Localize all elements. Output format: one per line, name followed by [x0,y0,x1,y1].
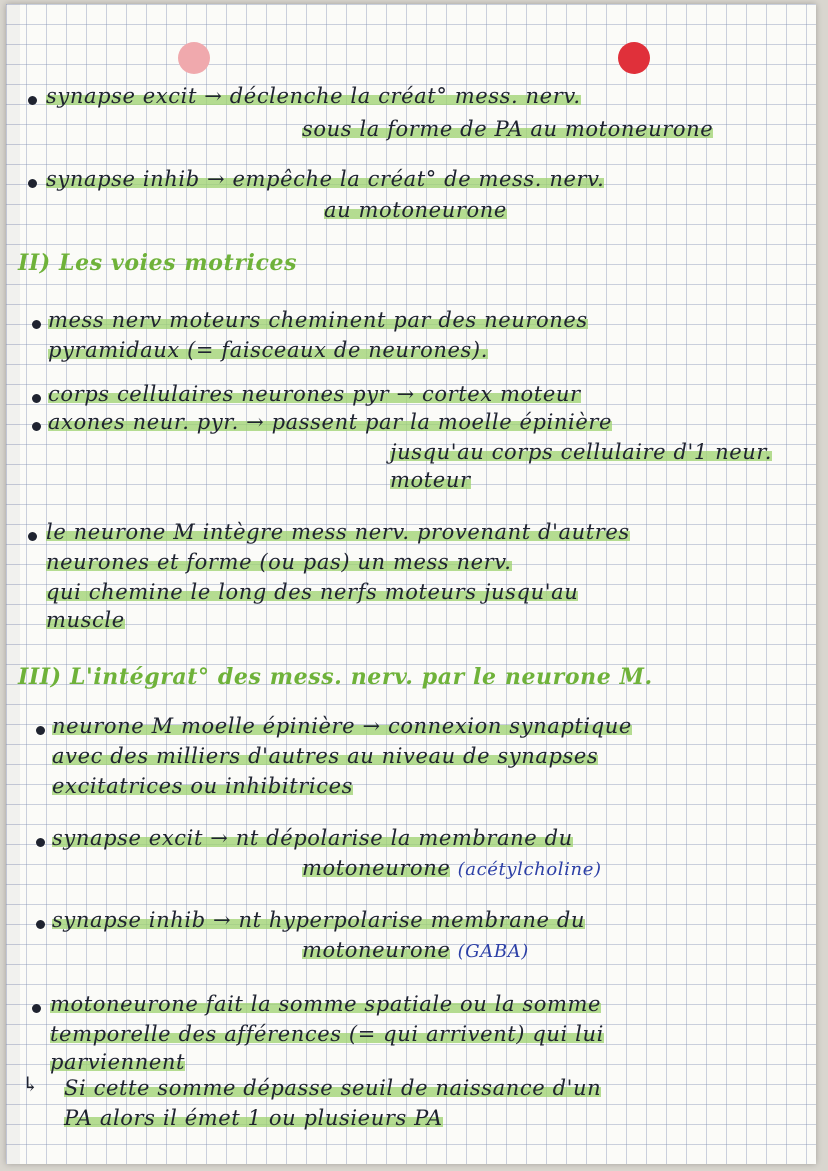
note-line: axones neur. pyr. → passent par la moelle épinière [48,410,613,434]
note-line: excitatrices ou inhibitrices [52,774,353,798]
binder-hole-red [618,42,650,74]
bullet-icon [36,726,45,735]
note-line: synapse inhib → empêche la créat° de mess. nerv. [46,167,605,191]
notebook-page [6,4,816,1164]
note-line: synapse excit → déclenche la créat° mess. nerv. [46,84,581,108]
note-line: parviennent [50,1050,186,1074]
bullet-icon [36,838,45,847]
note-line: Si cette somme dépasse seuil de naissance d'un [64,1076,602,1100]
note-line: au motoneurone [324,198,507,222]
note-line: PA alors il émet 1 ou plusieurs PA [64,1106,443,1130]
note-line: corps cellulaires neurones pyr → cortex moteur [48,382,581,406]
note-line: synapse inhib → nt hyperpolarise membrane du [52,908,586,932]
note-line: jusqu'au corps cellulaire d'1 neur. [390,440,772,464]
page-margin [6,4,20,1164]
annotation-blue: (acétylcholine) [457,859,602,880]
binder-hole-pink [178,42,210,74]
bullet-icon [28,532,37,541]
note-line: motoneurone fait la somme spatiale ou la somme [50,992,602,1016]
note-line: temporelle des afférences (= qui arrivent) qui lui [50,1022,604,1046]
bullet-icon [32,394,41,403]
note-line: neurone M moelle épinière → connexion synaptique [52,714,632,738]
note-line: le neurone M intègre mess nerv. provenant d'autres [46,520,630,544]
bullet-icon [32,320,41,329]
bullet-icon [32,1004,41,1013]
note-line: qui chemine le long des nerfs moteurs jusqu'au [46,580,579,604]
bullet-icon [28,179,37,188]
right-arrow-icon: ↳ [22,1072,39,1096]
note-line: synapse excit → nt dépolarise la membrane du [52,826,573,850]
note-line: muscle [46,608,125,632]
annotation-blue: (GABA) [457,941,529,962]
section-heading: III) L'intégrat° des mess. nerv. par le neurone M. [18,664,653,690]
bullet-icon [28,96,37,105]
note-line: mess nerv moteurs cheminent par des neurones [48,308,588,332]
bullet-icon [36,920,45,929]
note-line: motoneurone (acétylcholine) [302,856,602,880]
section-heading: II) Les voies motrices [18,250,298,276]
note-line: neurones et forme (ou pas) un mess nerv. [46,550,512,574]
bullet-icon [32,422,41,431]
note-line: pyramidaux (= faisceaux de neurones). [48,338,489,362]
note-line: sous la forme de PA au motoneurone [302,117,714,141]
note-line: motoneurone (GABA) [302,938,529,962]
note-line: avec des milliers d'autres au niveau de synapses [52,744,599,768]
note-line: moteur [390,468,471,492]
